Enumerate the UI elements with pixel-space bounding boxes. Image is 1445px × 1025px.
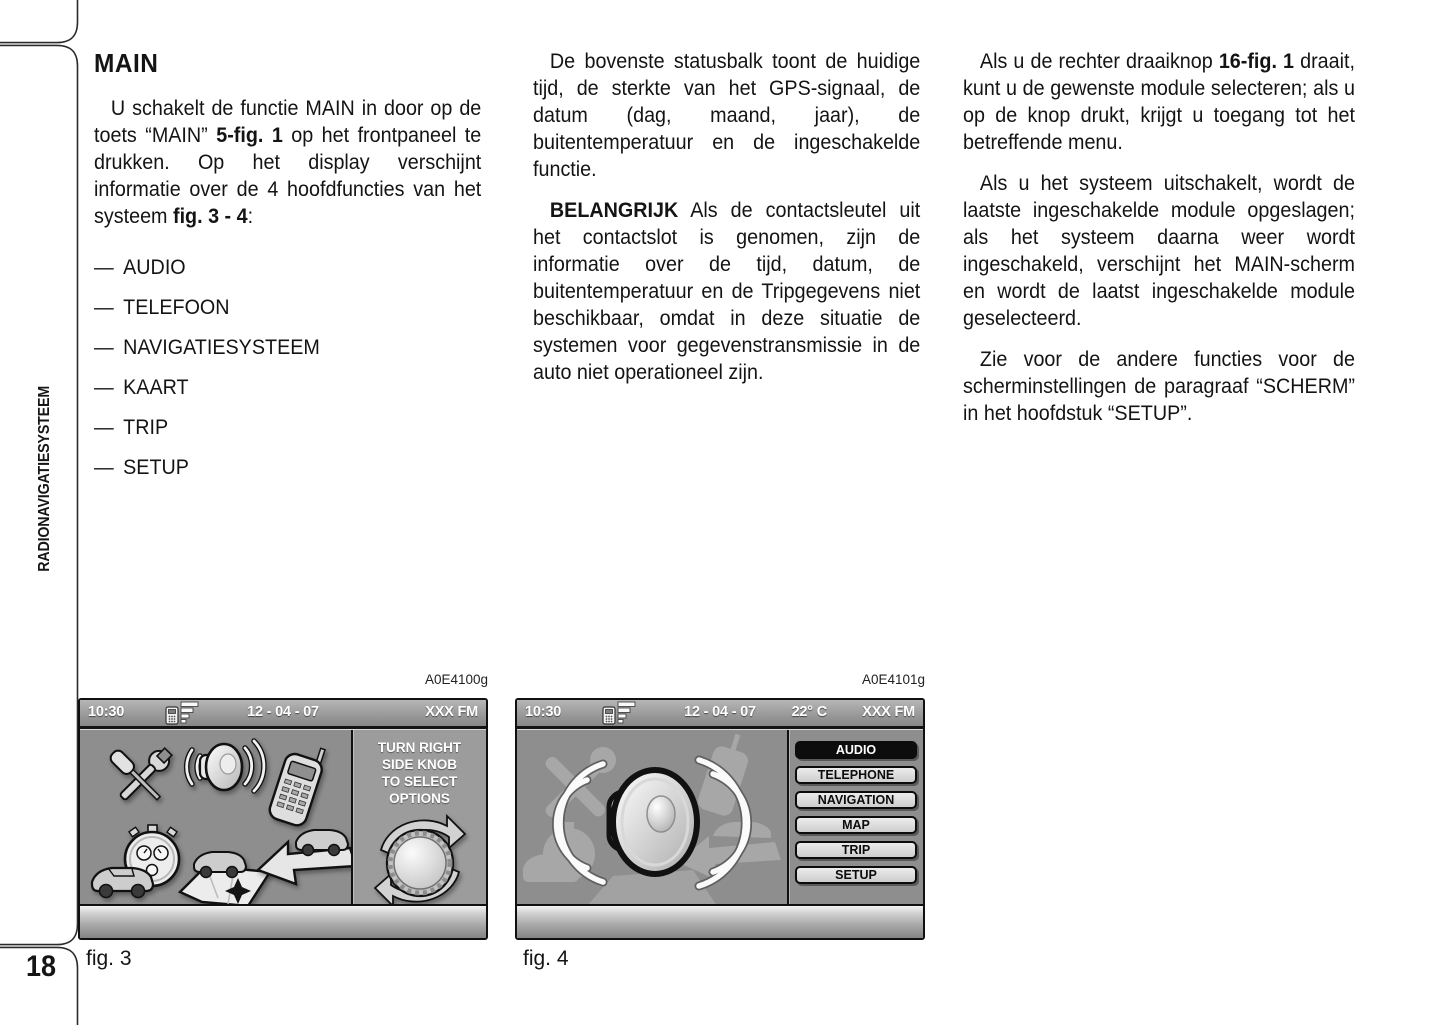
list-item-label: AUDIO <box>123 256 186 279</box>
figure-code: A0E4101g <box>861 672 925 687</box>
list-dash: — <box>94 296 114 319</box>
fig3-body <box>80 730 486 904</box>
list-item-label: TELEFOON <box>123 296 230 319</box>
chapter-tab-label: RADIONAVIGATIESYSTEEM <box>36 385 53 572</box>
list-item <box>94 454 481 481</box>
paragraph: Als u het systeem uitschakelt, wordt de laatste ingeschakelde module opgeslagen; als het systeem daarna weer wordt ingeschakeld, verschijnt het MAIN-scherm en wordt de laatst ingeschakelde module geselecteerd. <box>963 172 1355 330</box>
setup-tools-icon <box>98 740 182 820</box>
list-item <box>94 374 481 401</box>
paragraph <box>963 48 1355 156</box>
fig4-statusbar <box>517 700 923 729</box>
paragraph-text: draait, kunt u de gewenste module selecteren; als u op de knop drukt, krijgt u toegang tot het betreffende menu. <box>963 50 1355 154</box>
page-number: 18 <box>26 950 57 983</box>
figure-reference: fig. 3 - 4 <box>172 205 248 228</box>
fig4-bottom-strip <box>517 904 923 938</box>
figure-caption: fig. 4 <box>523 947 569 970</box>
figure-caption: fig. 3 <box>86 947 132 970</box>
map-arrow-icon <box>252 816 364 896</box>
list-dash: — <box>94 256 114 279</box>
fig3-hint-panel <box>351 730 486 904</box>
list-item-label: KAART <box>123 376 189 399</box>
important-label: BELANGRIJK <box>549 199 679 222</box>
clock-text: 10:30 <box>525 704 562 720</box>
list-item <box>94 414 481 441</box>
list-item <box>94 334 481 361</box>
column-main <box>94 48 481 494</box>
date-text: 12 - 04 - 07 <box>247 704 319 720</box>
list-item-label: NAVIGATIESYSTEEM <box>123 336 320 359</box>
hint-line: OPTIONS <box>389 791 450 806</box>
phone-signal-icon <box>164 701 204 725</box>
menu-button-trip: TRIP <box>795 841 917 859</box>
list-item-label: SETUP <box>123 456 189 479</box>
audio-speaker-large-icon <box>517 730 791 906</box>
fig3-icon-area <box>80 730 351 904</box>
menu-button-audio: AUDIO <box>795 741 917 759</box>
menu-button-navigation: NAVIGATION <box>795 791 917 809</box>
list-item <box>94 254 481 281</box>
fig3-screen <box>78 698 488 940</box>
radio-station-text: XXX FM <box>862 704 915 720</box>
figure-code: A0E4100g <box>424 672 488 687</box>
paragraph <box>533 197 920 386</box>
frame-top-segment <box>0 0 78 43</box>
paragraph-text: : <box>247 205 254 228</box>
paragraph-text: U schakelt de functie MAIN in door op de toets “MAIN” <box>94 97 482 147</box>
figure-reference: 16-fig. 1 <box>1218 50 1295 73</box>
hint-line: TURN RIGHT <box>377 740 462 755</box>
paragraph <box>94 95 481 230</box>
list-dash: — <box>94 336 114 359</box>
list-dash: — <box>94 456 114 479</box>
fig4-audio-art <box>517 730 787 904</box>
menu-button-map: MAP <box>795 816 917 834</box>
menu-button-setup: SETUP <box>795 866 917 884</box>
clock-text: 10:30 <box>88 704 125 720</box>
list-dash: — <box>94 416 114 439</box>
paragraph-text: op het frontpaneel te drukken. Op het display verschijnt informatie over de 4 hoofdfuncties van het systeem <box>94 124 482 228</box>
paragraph-text: Als u de rechter draaiknop <box>979 50 1219 73</box>
radio-station-text: XXX FM <box>425 704 478 720</box>
function-list <box>94 254 481 481</box>
paragraph-text: Als de contactsleutel uit het contactslot is genomen, zijn de informatie over de tijd, datum, de buitentemperatuur en de Tripgegevens niet beschikbaar, omdat in deze situatie de systemen voor gegevenstransmissie in de auto niet operationeel zijn. <box>533 199 921 384</box>
fig3-statusbar <box>80 700 486 729</box>
phone-signal-icon <box>601 701 641 725</box>
rotary-knob-icon <box>367 810 473 912</box>
fig4-menu-panel <box>787 730 923 904</box>
section-heading: MAIN <box>94 48 159 78</box>
fig4-body <box>517 730 923 904</box>
paragraph: Zie voor de andere functies voor de scherminstellingen de paragraaf “SCHERM” in het hoofdstuk “SETUP”. <box>963 348 1355 425</box>
fig3-bottom-strip <box>80 904 486 938</box>
audio-speaker-icon <box>178 732 270 812</box>
menu-button-telephone: TELEPHONE <box>795 766 917 784</box>
knob-hint-text <box>353 739 486 807</box>
fig4-screen <box>515 698 925 940</box>
hint-line: TO SELECT <box>381 774 458 789</box>
list-item-label: TRIP <box>123 416 169 439</box>
column-statusbar-info <box>533 48 920 400</box>
hint-line: SIDE KNOB <box>381 757 457 772</box>
paragraph: De bovenste statusbalk toont de huidige tijd, de sterkte van het GPS-signaal, de datum (dag, maand, jaar), de buitentemperatuur en de ingeschakelde functie. <box>533 50 921 181</box>
column-knob-info <box>963 48 1355 441</box>
date-text: 12 - 04 - 07 <box>684 704 756 720</box>
temperature-text: 22° C <box>791 704 827 720</box>
list-item <box>94 294 481 321</box>
figure-reference: 5-fig. 1 <box>216 124 283 147</box>
list-dash: — <box>94 376 114 399</box>
